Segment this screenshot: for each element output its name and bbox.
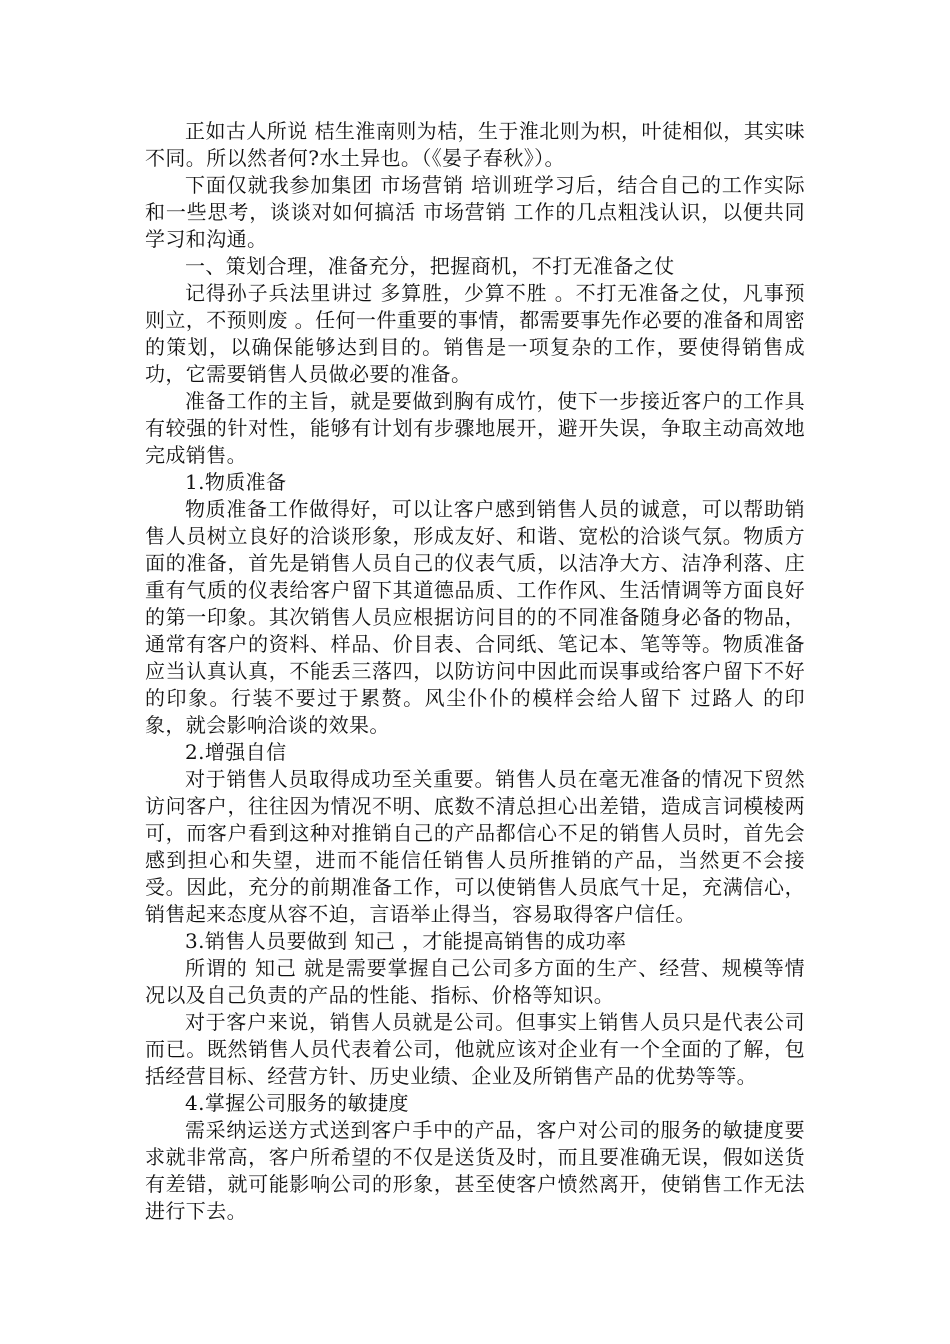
paragraph-salesperson-is-company: 对于客户来说，销售人员就是公司。但事实上销售人员只是代表公司而已。既然销售人员代表着公司，他就应该对企业有一个全面的了解，包括经营目标、经营方针、历史业绩、企业及所销售产品的优势等等。	[145, 1010, 805, 1088]
paragraph-intro-purpose: 下面仅就我参加集团 市场营销 培训班学习后，结合自己的工作实际和一些思考，谈谈对如何搞活 市场营销 工作的几点粗浅认识，以便共同学习和沟通。	[145, 173, 805, 251]
paragraph-sunzi: 记得孙子兵法里讲过 多算胜，少算不胜 。不打无准备之仗，凡事预则立，不预则废 。任何一件重要的事情，都需要事先作必要的准备和周密的策划，以确保能够达到目的。销售是一项复杂的工作，要使得销售成功，它需要销售人员做必要的准备。	[145, 281, 805, 386]
subheading-service-agility: 4.掌握公司服务的敏捷度	[185, 1091, 409, 1115]
paragraph-preparation-purpose: 准备工作的主旨，就是要做到胸有成竹，使下一步接近客户的工作具有较强的针对性，能够有计划有步骤地展开，避开失误，争取主动高效地完成销售。	[145, 389, 805, 467]
subheading-confidence: 2.增强自信	[185, 740, 287, 764]
paragraph-know-yourself: 所谓的 知己 就是需要掌握自己公司多方面的生产、经营、规模等情况以及自己负责的产品的性能、指标、价格等知识。	[145, 956, 805, 1007]
paragraph-intro-quote: 正如古人所说 桔生淮南则为桔，生于淮北则为枳，叶徒相似，其实味不同。所以然者何?水土异也。（《晏子春秋》）。	[145, 119, 805, 170]
paragraph-service-agility: 需采纳运送方式送到客户手中的产品，客户对公司的服务的敏捷度要求就非常高，客户所希望的不仅是送货及时，而且要准确无误，假如送货有差错，就可能影响公司的形象，甚至使客户愤然离开，使销售工作无法进行下去。	[145, 1118, 805, 1223]
paragraph-confidence: 对于销售人员取得成功至关重要。销售人员在毫无准备的情况下贸然访问客户，往往因为情况不明、底数不清总担心出差错，造成言词模棱两可，而客户看到这种对推销自己的产品都信心不足的销售人员时，首先会感到担心和失望，进而不能信任销售人员所推销的产品，当然更不会接受。因此，充分的前期准备工作，可以使销售人员底气十足，充满信心，销售起来态度从容不迫，言语举止得当，容易取得客户信任。	[145, 767, 805, 926]
paragraph-material-preparation: 物质准备工作做得好，可以让客户感到销售人员的诚意，可以帮助销售人员树立良好的洽谈形象，形成友好、和谐、宽松的洽谈气氛。物质方面的准备，首先是销售人员自己的仪表气质，以洁净大方、洁净利落、庄重有气质的仪表给客户留下其道德品质、工作作风、生活情调等方面良好的第一印象。其次销售人员应根据访问目的的不同准备随身必备的物品，通常有客户的资料、样品、价目表、合同纸、笔记本、笔等等。物质准备应当认真认真，不能丢三落四，以防访问中因此而误事或给客户留下不好的印象。行装不要过于累赘。风尘仆仆的模样会给人留下 过路人 的印象，就会影响洽谈的效果。	[145, 497, 805, 737]
section-heading-1: 一、策划合理，准备充分，把握商机，不打无准备之仗	[185, 254, 675, 278]
subheading-know-yourself: 3.销售人员要做到 知己 ，才能提高销售的成功率	[185, 929, 627, 953]
document-page	[145, 118, 805, 1225]
subheading-material-preparation: 1.物质准备	[185, 470, 287, 494]
